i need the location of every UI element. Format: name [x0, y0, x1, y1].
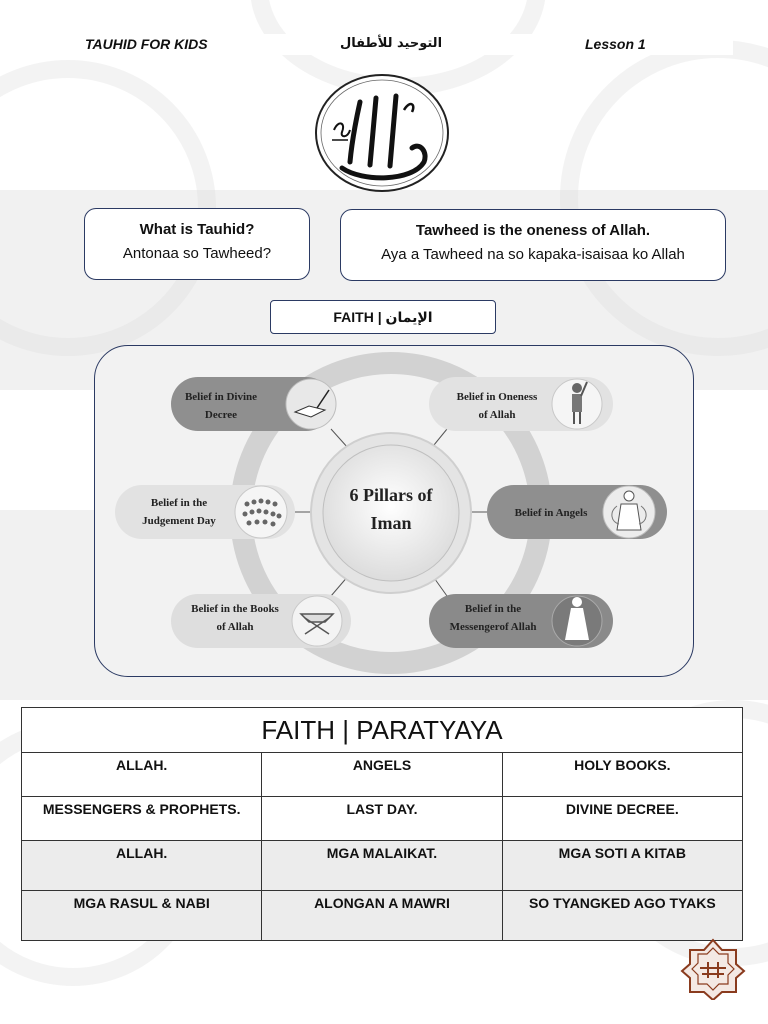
table-row — [22, 797, 743, 841]
table-cell: MGA MALAIKAT. — [262, 841, 502, 891]
answer-translation: Aya a Tawheed na so kapaka-isaisaa ko Allah — [381, 246, 685, 263]
pillar-label-line1: Belief in the — [150, 497, 208, 509]
table-row — [22, 753, 743, 797]
pillar-divine-decree — [171, 377, 336, 431]
pillar-judgement-day — [115, 485, 295, 539]
table-cell: ALONGAN A MAWRI — [262, 891, 502, 941]
pillar-label-line1: Belief in Angels — [514, 507, 588, 519]
center-title-line1: 6 Pillars of — [349, 485, 433, 505]
question-box — [84, 208, 310, 280]
table-cell: MGA RASUL & NABI — [22, 891, 262, 941]
table-cell: ALLAH. — [22, 753, 262, 797]
answer-box — [340, 209, 726, 281]
table-cell: HOLY BOOKS. — [502, 753, 742, 797]
table-cell: ANGELS — [262, 753, 502, 797]
lesson-number: Lesson 1 — [585, 36, 646, 52]
table-row — [22, 891, 743, 941]
pillar-label-line1: Belief in Divine — [184, 391, 258, 403]
table-row — [22, 841, 743, 891]
faith-label: FAITH | الإيمان — [270, 300, 496, 334]
pillar-oneness-of-allah — [429, 377, 613, 431]
pillars-diagram-svg — [95, 346, 693, 676]
faith-table-title: FAITH | PARATYAYA — [22, 708, 743, 753]
pillars-diagram — [94, 345, 694, 677]
faith-table — [21, 707, 743, 941]
table-cell: MESSENGERS & PROPHETS. — [22, 797, 262, 841]
pillar-label-line2: Judgement Day — [142, 515, 216, 527]
question-title: What is Tauhid? — [139, 221, 255, 238]
pillar-messenger-of-allah — [429, 594, 613, 648]
answer-title: Tawheed is the oneness of Allah. — [415, 222, 651, 239]
table-cell: MGA SOTI A KITAB — [502, 841, 742, 891]
table-cell: ALLAH. — [22, 841, 262, 891]
pillar-label-line1: Belief in the — [464, 603, 522, 615]
pillar-label-line1: Belief in the Books — [191, 603, 279, 615]
center-title-line2: Iman — [370, 513, 412, 533]
table-cell: SO TYANGKED AGO TYAKS — [502, 891, 742, 941]
pillar-books-of-allah — [171, 594, 351, 648]
question-translation: Antonaa so Tawheed? — [122, 245, 272, 262]
pillar-label-line1: Belief in Oneness — [456, 391, 538, 403]
pillar-label-line2: of Allah — [216, 621, 254, 633]
pillar-label-line2: of Allah — [478, 409, 516, 421]
publisher-logo-icon — [680, 938, 746, 1000]
course-title: TAUHID FOR KIDS — [85, 36, 208, 52]
page-header — [35, 34, 733, 55]
table-cell: LAST DAY. — [262, 797, 502, 841]
pillar-label-line2: Messengerof Allah — [449, 621, 537, 633]
table-cell: DIVINE DECREE. — [502, 797, 742, 841]
pillar-label-line2: Decree — [204, 409, 238, 421]
arabic-course-title: التوحيد للأطفال — [340, 36, 443, 51]
pillar-angels — [487, 485, 667, 539]
allah-calligraphy-emblem — [312, 70, 452, 196]
